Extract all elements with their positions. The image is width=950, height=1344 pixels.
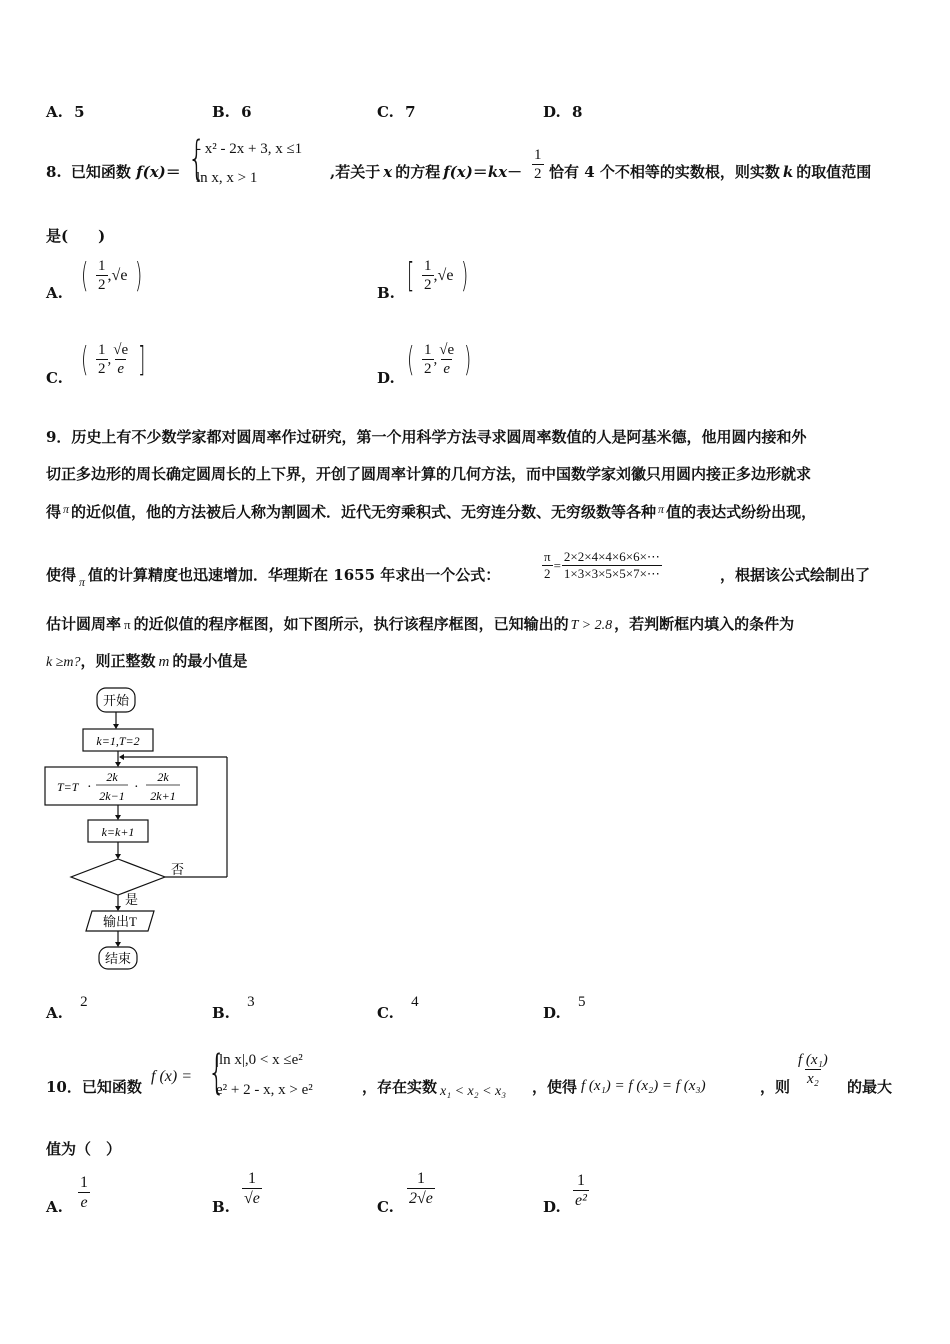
q9-line-4a: [46, 564, 500, 590]
q8-minus: －: [507, 163, 523, 181]
q9-line3b: 的近似值，他的方法被后人称为割圆术．近代无穷乘积式、无穷连分数、无穷级数等各种: [71, 503, 657, 521]
option-letter: B.: [212, 1004, 230, 1022]
frac-den: e: [117, 361, 125, 378]
decision-diamond: [71, 859, 165, 895]
q8-eq: ＝: [165, 163, 181, 181]
option-text: 8: [571, 103, 583, 121]
q7-option-c[interactable]: [377, 103, 416, 121]
q9-line-1: 9．历史上有不少数学家都对圆周率作过研究，第一个用科学方法寻求圆周率数值的人是阿基米德，他用圆内接和外: [46, 428, 807, 446]
q8-option-a-value[interactable]: [78, 256, 145, 297]
frac-den: e: [80, 1194, 88, 1212]
q9-line-5: [46, 613, 794, 634]
q10-option-c-letter[interactable]: C.: [377, 1198, 394, 1216]
open-bracket: (: [406, 340, 415, 381]
close-bracket: ): [135, 256, 143, 297]
close-bracket: ): [463, 340, 472, 381]
frac-den: 2: [424, 277, 432, 294]
arrow-head: [115, 854, 121, 859]
frac-num: √e: [439, 342, 455, 358]
q8-option-b-value[interactable]: [404, 256, 471, 297]
q10-line-2: 值为（ ）: [46, 1140, 122, 1158]
pi-symbol: π: [124, 617, 131, 632]
interval-upper: ,√e: [433, 267, 454, 285]
option-text: 6: [241, 103, 252, 121]
close-bracket: ]: [137, 340, 146, 381]
q10-case-1: |ln x|,0 < x ≤e²: [216, 1052, 303, 1068]
frac-den: 1×3×3×5×5×7×⋯: [563, 565, 660, 581]
q8-fx2: f(x): [443, 163, 473, 181]
q10-number: 10．已知函数: [46, 1078, 142, 1096]
frac-den: x₂: [806, 1071, 819, 1088]
no-label: 否: [171, 862, 185, 877]
t-condition: T > 2.8: [570, 618, 613, 633]
frac-den: √e: [244, 1190, 260, 1208]
pi-symbol: π: [63, 502, 70, 516]
q8-stem-start: [46, 161, 181, 182]
interval-upper: ,√e: [107, 267, 128, 285]
q9-line-3: [46, 501, 816, 522]
open-bracket: [: [406, 256, 415, 297]
arrow-head: [115, 906, 121, 911]
frac-den: 2: [98, 361, 106, 378]
q8-option-d-value[interactable]: ( $\frac{1}{2}$ , $\frac{√e}{e}$ ): [406, 340, 472, 381]
q7-option-a[interactable]: [46, 103, 85, 121]
option-text: 5: [74, 103, 85, 121]
frac-den: 2: [98, 277, 106, 294]
pi-symbol: π: [658, 502, 665, 516]
q8-mid2: 的方程: [395, 163, 441, 181]
frac-num: 1: [80, 1174, 88, 1191]
q8-kx: kx: [487, 163, 508, 181]
frac-num: 2k: [106, 770, 118, 784]
option-text: 7: [405, 103, 416, 121]
q9-line5a: 估计圆周率: [46, 615, 122, 633]
q9-line5c: ，若判断框内填入的条件为: [614, 615, 795, 633]
frac-num: 2×2×4×4×6×6×⋯: [563, 549, 660, 564]
frac-den: e²: [575, 1192, 587, 1210]
q9-option-c[interactable]: [377, 994, 419, 1023]
frac-num: 1: [98, 258, 106, 274]
option-text: 3: [247, 994, 255, 1010]
frac-num: 1: [534, 147, 542, 163]
q8-option-c-letter[interactable]: C.: [46, 369, 63, 387]
option-letter: D.: [543, 1004, 561, 1022]
increment-label: k=k+1: [101, 825, 135, 839]
frac-num: √e: [113, 342, 129, 358]
multiply-dot: ·: [134, 780, 139, 795]
option-letter: D.: [543, 103, 561, 121]
q10-option-c-value[interactable]: [407, 1170, 435, 1209]
q9-line3a: 得: [46, 503, 62, 521]
frac-den: 2k+1: [150, 789, 176, 803]
formula-eq: =: [553, 557, 561, 573]
q8-prefix: 已知函数: [70, 163, 131, 181]
loop-condition: k ≥m?: [46, 655, 81, 670]
q10-fx: f (x) =: [151, 1068, 192, 1085]
option-letter: C.: [377, 103, 394, 121]
option-text: 5: [577, 994, 586, 1010]
q9-line4a: 使得: [46, 566, 77, 584]
q8-stem-rest: [330, 161, 522, 182]
q8-option-b-letter[interactable]: B.: [377, 284, 395, 302]
pi-symbol: π: [79, 575, 86, 589]
q10-option-b-letter[interactable]: B.: [212, 1198, 230, 1216]
arrow-head: [115, 942, 121, 947]
q8-option-a-letter[interactable]: A.: [46, 284, 63, 302]
arrow-head: [119, 754, 124, 760]
multiply-dot: ·: [87, 780, 92, 795]
q9-line4b: 值的计算精度也迅速增加．华理斯在 1655 年求出一个公式：: [88, 566, 501, 584]
output-label: 输出T: [103, 914, 137, 929]
frac-den: 2: [534, 166, 542, 183]
frac-num: 1: [424, 342, 432, 358]
q10-eqs: f (x₁) = f (x₂) = f (x₃): [581, 1078, 706, 1094]
q8-stem-line2: 是( ): [46, 227, 106, 245]
q8-k: k: [782, 163, 794, 181]
frac-den: 2k−1: [99, 789, 125, 803]
yes-label: 是: [125, 892, 139, 907]
frac-den: 2√e: [409, 1190, 433, 1208]
frac-num: 1: [576, 1172, 585, 1189]
q10-option-a-letter[interactable]: A.: [46, 1198, 63, 1216]
option-text: 2: [80, 994, 88, 1010]
q10-ratio: [796, 1052, 830, 1088]
frac-num: f (x₁): [798, 1052, 828, 1068]
q8-piecewise-brace: {: [187, 131, 206, 185]
frac-num: 1: [98, 342, 106, 358]
q8-mid: ,若关于: [330, 163, 381, 181]
q9-line5b: 的近似值的程序框图，如下图所示，执行该程序框图，已知输出的: [133, 615, 569, 633]
q10-mid3: ，则: [760, 1078, 791, 1096]
q9-line6a: ，则正整数: [80, 652, 156, 670]
frac-num: 1: [424, 258, 432, 274]
q10-option-d-value[interactable]: [573, 1172, 589, 1211]
q9-line3c: 值的表达式纷纷出现，: [666, 503, 817, 521]
q9-line-4c: ，根据该公式绘制出了: [720, 566, 871, 584]
start-label: 开始: [102, 693, 130, 708]
q7-option-b[interactable]: [212, 103, 252, 121]
question-number: 8.: [46, 163, 62, 181]
q10-piecewise-brace: {: [207, 1045, 226, 1099]
q10-option-a-value[interactable]: [78, 1174, 90, 1213]
open-bracket: (: [80, 256, 89, 297]
q8-option-d-letter[interactable]: D.: [377, 369, 395, 387]
var-m: m: [158, 654, 170, 670]
q8-fx: f(x): [136, 163, 166, 181]
q9-option-b[interactable]: [212, 994, 255, 1023]
q8-suffix: 恰有 4 个不相等的实数根，则实数: [549, 163, 780, 181]
option-letter: A.: [46, 1004, 63, 1022]
q7-option-d[interactable]: [543, 103, 582, 121]
program-flowchart: [40, 684, 250, 974]
option-letter: B.: [212, 103, 230, 121]
frac-den: 2: [424, 361, 432, 378]
init-label: k=1,T=2: [96, 734, 140, 748]
q9-line-2: 切正多边形的周长确定圆周长的上下界，开创了圆周率计算的几何方法，而中国数学家刘徽只用圆内接正多边形就求: [46, 465, 812, 483]
q9-option-a[interactable]: [46, 994, 88, 1023]
q8-eq2: ＝: [472, 163, 488, 181]
arrow-head: [115, 815, 121, 820]
frac-den: e: [443, 361, 451, 378]
arrow-head: [113, 724, 119, 729]
q8-x: x: [383, 163, 393, 181]
q9-line-6: [46, 650, 247, 671]
option-letter: C.: [377, 1004, 394, 1022]
wallis-formula: [542, 550, 662, 582]
q8-stem-end: [549, 161, 871, 182]
frac-num: 1: [416, 1170, 425, 1187]
q10-option-b-value[interactable]: [242, 1170, 262, 1209]
frac-num: 1: [247, 1170, 256, 1187]
q10-ineq: x₁ < x₂ < x₃: [440, 1084, 507, 1099]
frac-num: π: [544, 549, 551, 564]
q10-option-d-letter[interactable]: D.: [543, 1198, 561, 1216]
q8-case-1: - x² - 2x + 3, x ≤1: [196, 141, 303, 157]
q9-option-d[interactable]: [543, 994, 586, 1023]
q10-case-2: e² + 2 - x, x > e²: [216, 1082, 313, 1098]
arrow-head: [115, 762, 121, 767]
q10-suffix: 的最大: [847, 1078, 893, 1096]
option-text: 4: [411, 994, 419, 1010]
q8-half-fraction: [532, 147, 544, 183]
q9-line6b: 的最小值是: [172, 652, 248, 670]
end-label: 结束: [104, 951, 132, 966]
option-letter: A.: [46, 103, 63, 121]
q8-case-2: ln x, x > 1: [196, 170, 258, 186]
close-bracket: ): [461, 256, 469, 297]
update-t-label: T=T: [57, 780, 79, 794]
open-bracket: (: [80, 340, 89, 381]
q10-mid: ，存在实数: [362, 1078, 438, 1096]
q8-option-c-value[interactable]: ( $\frac{1}{2}$ , $\frac{√e}{e}$ ]: [80, 340, 146, 381]
frac-num: 2k: [157, 770, 169, 784]
frac-den: 2: [544, 565, 551, 581]
q10-mid2: ，使得: [532, 1078, 578, 1096]
q8-suffix2: 的取值范围: [796, 163, 872, 181]
